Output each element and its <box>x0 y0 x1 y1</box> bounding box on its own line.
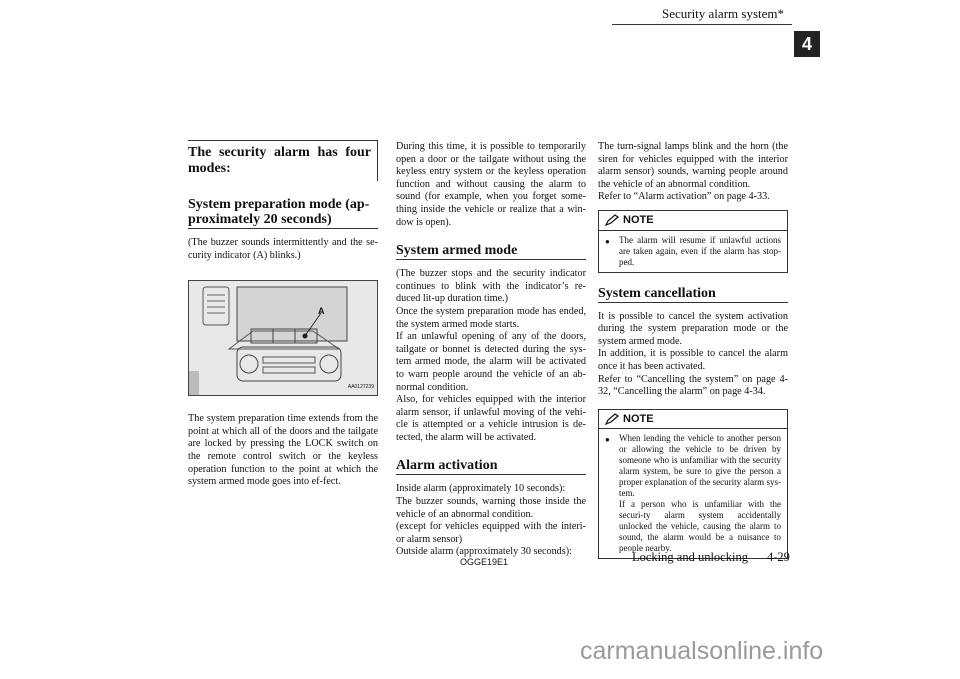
footer-section: Locking and unlocking <box>632 550 748 564</box>
column-1 <box>188 140 378 489</box>
para-armed-1: (The buzzer stops and the security indicator continues to blink with the indicator’s re-duced lit-up duration time.) <box>396 268 586 305</box>
para-alarm-1: Inside alarm (approximately 10 seconds): <box>396 483 566 495</box>
note-box-1 <box>598 210 788 273</box>
para-alarm-3: (except for vehicles equipped with the interi-or alarm sensor) <box>396 521 586 545</box>
page-number: 4-29 <box>767 550 790 564</box>
document-code: OGGE19E1 <box>460 557 509 567</box>
modes-box-title: The security alarm has four modes: <box>188 140 378 181</box>
note-header-2 <box>599 410 787 430</box>
para-alarm-2: The buzzer sounds, warning those inside the vehicle of an abnormal condition. <box>396 496 586 520</box>
note-label-1: NOTE <box>623 213 654 226</box>
para-cancel-3: Refer to “Cancelling the system” on page 4-32, “Cancelling the alarm” on page 4-34. <box>598 373 788 398</box>
column-3 <box>598 141 788 559</box>
para-armed-2: Once the system preparation mode has ended, the system armed mode starts. <box>396 305 586 330</box>
note-label-2: NOTE <box>623 412 654 425</box>
para-during: During this time, it is possible to temporarily open a door or the tailgate without using the keyless entry system or the keyless operation function and without causing the alarm to sound (for example, when you forget some-thing inside the vehicle or realize that a win-dow is open). <box>396 141 586 228</box>
column-2 <box>396 141 586 559</box>
para-cancel-1: It is possible to cancel the system activation during the system preparation mode or the system armed mode. <box>598 310 788 347</box>
bullet-icon: ● <box>605 435 610 445</box>
note-text-2a: When lending the vehicle to another person or allowing the vehicle to be driven by someone who is unfamiliar with the security alarm system, be sure to give the person a proper explanation of the security alarm sys-tem. <box>619 433 781 499</box>
note-text-2b: If a person who is unfamiliar with the securi-ty alarm system accidentally unlocked the vehicle, causing the alarm to sound, the alarm would be a nuisance to people nearby. <box>619 499 781 554</box>
note-text-1: The alarm will resume if unlawful actions are taken again, even if the alarm has stop-ped. <box>619 234 781 267</box>
para-refer-alarm: Refer to “Alarm activation” on page 4-33. <box>598 191 770 203</box>
heading-alarm-activation: Alarm activation <box>396 458 586 475</box>
note-item-2 <box>599 429 787 558</box>
note-text-2 <box>619 433 781 554</box>
figure-code: AA0127239 <box>347 383 374 390</box>
watermark: carmanualsonline.info <box>580 637 824 665</box>
para-buzzer: (The buzzer sounds intermittently and the se-curity indicator (A) blinks.) <box>188 237 378 261</box>
para-armed-3: If an unlawful opening of any of the doors, tailgate or bonnet is detected during the sys-tem armed mode, the alarm will be activated to warn people around the vehicle of an ab-normal condition. <box>396 331 586 393</box>
note-item-1 <box>599 231 787 272</box>
heading-preparation-mode: System preparation mode (ap-proximately 20 seconds) <box>188 197 378 229</box>
note-pencil-icon <box>605 214 619 226</box>
note-header-1 <box>599 211 787 231</box>
para-turn-signal: The turn-signal lamps blink and the horn (the siren for vehicles equipped with the interior alarm sensor) sounds, warning people around the vehicle of an abnormal condition. <box>598 141 788 190</box>
dashboard-figure <box>188 280 378 396</box>
dashboard-illustration <box>189 281 377 395</box>
para-armed-4: Also, for vehicles equipped with the interior alarm sensor, if unlawful moving of the vehi-cle is attempted or a vehicle intrusion is de-tected, the alarm will be activated. <box>396 394 586 443</box>
para-preparation-time: The system preparation time extends from the point at which all of the doors and the tailgate are locked by pressing the LOCK switch on the remote control switch or the keyless operation function to the point at which the system armed mode goes into ef-fect. <box>188 413 378 488</box>
heading-system-cancellation: System cancellation <box>598 286 788 303</box>
running-header: Security alarm system* <box>661 6 784 21</box>
para-cancel-2: In addition, it is possible to cancel the alarm once it has been activated. <box>598 348 788 372</box>
chapter-tab: 4 <box>794 31 820 57</box>
para-alarm-4: Outside alarm (approximately 30 seconds): <box>396 546 572 558</box>
note-pencil-icon <box>605 413 619 425</box>
heading-armed-mode: System armed mode <box>396 243 586 260</box>
bullet-icon: ● <box>605 236 610 246</box>
figure-label-a: A <box>318 306 325 317</box>
note-box-2 <box>598 409 788 560</box>
header-rule <box>612 24 792 25</box>
